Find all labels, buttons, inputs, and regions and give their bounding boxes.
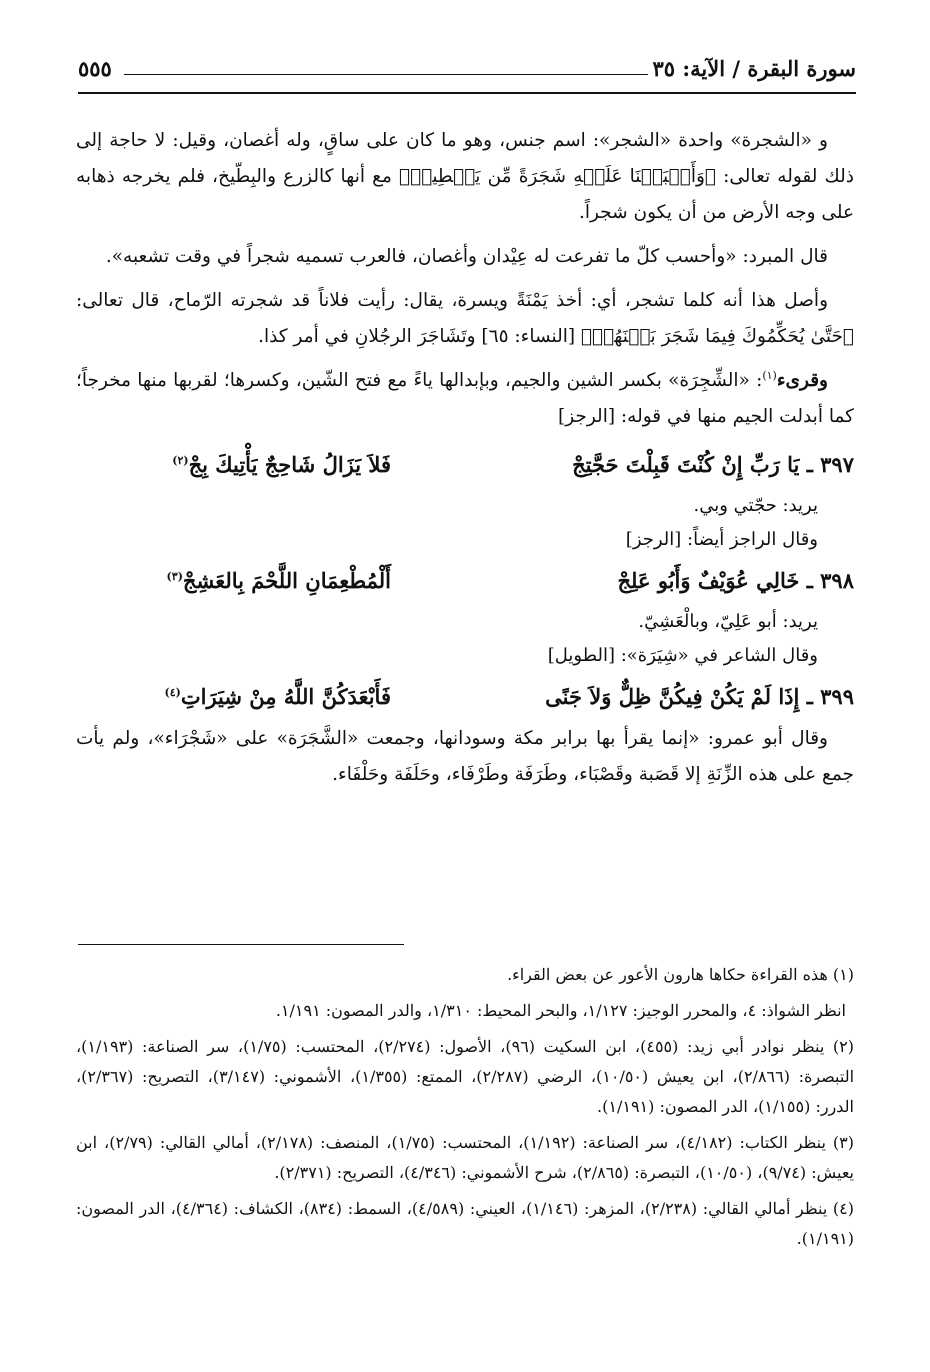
footnote-1-references: انظر الشواذ: ٤، والمحرر الوجيز: ١/١٢٧، والبحر المحيط: ١/٣١٠، والدر المصون: ١/١٩١.	[275, 1001, 846, 1020]
paragraph-poet: وقال الشاعر في «شِيَرَة»: [الطويل]	[547, 645, 818, 666]
verse-399-number: ٣٩٩ ـ	[806, 684, 854, 709]
running-title: سورة البقرة / الآية: ٣٥	[652, 56, 856, 81]
verse-398	[76, 559, 854, 603]
verse-398-end	[76, 559, 391, 603]
paragraph-origin: وأصل هذا أنه كلما تشجر، أي: أخذ يَمْنَةً ويسرة، يقال: رأيت فلاناً قد شجرته الرّماح، قال تعالى: ﴿حَتَّىٰ يُحَكِّمُوكَ فِيمَا شَجَرَ بَيۡنَهُمۡ﴾ [النساء: ٦٥] وتَشَاجَرَ الرجُلانِ في أمر كذا.	[76, 290, 854, 347]
page-number: ٥٥٥	[78, 56, 112, 81]
verse-397-first-hemistich: يَا رَبِّ إِنْ كُنْتَ قَبِلْتَ حَجَّتِجْ	[572, 452, 800, 477]
verse-398-second-hemistich: أَلْمُطْعِمَانِ اللَّحْمَ بِالعَشِجْ	[182, 568, 391, 593]
verse-398-first	[391, 559, 854, 603]
footnote-ref-3[interactable]: (٣)	[166, 570, 183, 583]
verse-397	[76, 443, 854, 487]
verse-399-end	[76, 675, 391, 719]
header-rule	[78, 92, 856, 94]
paragraph-rajiz: وقال الراجز أيضاً: [الرجز]	[625, 529, 818, 550]
footnote-ref-2[interactable]: (٢)	[172, 454, 189, 467]
main-text	[76, 123, 854, 801]
paragraph-shajara: و «الشجرة» واحدة «الشجر»: اسم جنس، وهو ما كان على ساقٍ، وله أغصان، وقيل: لا حاجة إلى ذلك لقوله تعالى: ﴿وَأَنۢبَتۡنَا عَلَيۡهِ شَجَرَةً مِّن يَقۡطِينٖ﴾ مع أنها كالزرع والبِطّيخ، فلم يخرجه ذهابه على وجه الأرض من أن يكون شجراً.	[76, 130, 854, 223]
verse-399-first-hemistich: إِذَا لَمْ يَكُنْ فِيكُنَّ ظِلٌّ وَلاَ جَنًى	[545, 684, 800, 709]
verse-399	[76, 675, 854, 719]
footnote-3: (٣) ينظر الكتاب: (٤/١٨٢)، سر الصناعة: (١/١٩٢)، المحتسب: (١/٧٥)، المنصف: (٢/١٧٨)، أمالي القالي: (٢/٧٩)، ابن يعيش: (٩/٧٤)، (١٠/٥٠)، التبصرة: (٢/٨٦٥)، شرح الأشموني: (٤/٣٤٦)، التصريح: (٢/٣٧١).	[76, 1133, 854, 1182]
verse-398-number: ٣٩٨ ـ	[806, 568, 854, 593]
paragraph-abu-amr: وقال أبو عمرو: «إنما يقرأ بها برابر مكة وسودانها، وجمعت «الشَّجَرَة» على «شَجْرَاء»، ولم يأت جمع على هذه الزِّنَةِ إلا قَصَبة وقَصْبَاء، وطَرَفَة وطَرْفَاء، وحَلَفَة وحَلْفَاء.	[76, 728, 854, 785]
verse-398-first-hemistich: خَالِي عُوَيْفٌ وَأَبُو عَلِجْ	[617, 568, 800, 593]
verse-397-number: ٣٩٧ ـ	[806, 452, 854, 477]
verse-399-second-hemistich: فَأَبْعَدَكُنَّ اللَّهُ مِنْ شِيَرَاتِ	[180, 684, 391, 709]
footnotes	[76, 960, 854, 1260]
footnote-ref-4[interactable]: (٤)	[164, 686, 181, 699]
paragraph-readings	[76, 363, 854, 435]
verse-397-note: يريد: حجّتي وبي.	[693, 495, 818, 516]
verse-398-note: يريد: أبو عَلِيّ، وبالْعَشِيّ.	[638, 611, 818, 632]
readings-text: : «الشِّجِرَة» بكسر الشين والجيم، وبإبدالها ياءً مع فتح الشّين، وكسرها؛ لقربها منها مخرجاً؛ كما أبدلت الجيم منها في قوله: [الرجز]	[76, 370, 854, 427]
footnote-1: (١) هذه القراءة حكاها هارون الأعور عن بعض القراء.	[507, 965, 854, 984]
page-header	[78, 50, 856, 94]
paragraph-mubarrad: قال المبرد: «وأحسب كلّ ما تفرعت له عِيْدان وأغصان، فالعرب تسميه شجراً في وقت تشعبه».	[105, 246, 828, 267]
verse-399-first	[391, 675, 854, 719]
readings-lead: وقرىء	[776, 370, 828, 391]
footnote-2: (٢) ينظر نوادر أبي زيد: (٤٥٥)، ابن السكيت (٩٦)، الأصول: (٢/٢٧٤)، المحتسب: (١/٧٥)، سر الصناعة: (١/١٩٣)، التبصرة: (٢/٨٦٦)، ابن يعيش (١٠/٥٠)، الرضي (٢/٢٨٧)، الممتع: (١/٣٥٥)، الأشموني: (٣/١٤٧)، التصريح: (٢/٣٦٧)، الدرر: (١/١٥٥)، الدر المصون: (١/١٩١).	[76, 1037, 855, 1116]
verse-397-end	[76, 443, 391, 487]
header-dash-line	[124, 74, 648, 75]
footnote-separator	[78, 944, 404, 945]
verse-397-second-text: فَلاَ يَزَالُ شَاحِجٌ يَأْتِيكَ بِجْ	[188, 452, 391, 477]
footnote-4: (٤) ينظر أمالي القالي: (٢/٢٣٨)، المزهر: (١/١٤٦)، العيني: (٤/٥٨٩)، السمط: (٨٣٤)، الكشاف: (٤/٣٦٤)، الدر المصون: (١/١٩١).	[76, 1199, 855, 1248]
verse-397-second-hemistich	[391, 443, 854, 487]
footnote-ref-1[interactable]: (١)	[762, 368, 777, 382]
